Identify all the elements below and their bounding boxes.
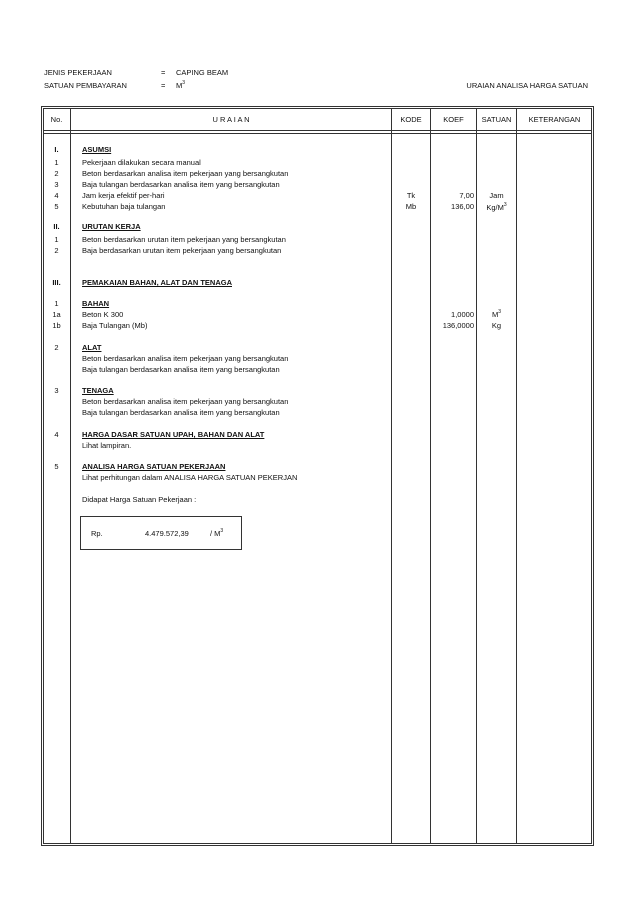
column-divider [391,108,392,844]
row-number: 2 [54,246,59,255]
row-koef: 1,0000 [451,310,474,319]
subsection-number: 4 [54,430,59,439]
header-koef: KOEF [443,115,464,124]
row-number: 1 [54,235,59,244]
row-text: Baja berdasarkan urutan item pekerjaan yang bersangkutan [82,246,282,255]
row-text: Baja tulangan berdasarkan analisa item yang bersangkutan [82,180,280,189]
row-text: Pekerjaan dilakukan secara manual [82,158,201,167]
row-text: Lihat lampiran. [82,441,132,450]
document-title: URAIAN ANALISA HARGA SATUAN [466,81,588,90]
subsection-title: TENAGA [82,386,114,395]
row-number: 4 [54,191,59,200]
row-koef: 136,0000 [442,321,474,330]
subsection-title: ANALISA HARGA SATUAN PEKERJAAN [82,462,226,471]
row-satuan: $M^3$ [491,309,502,319]
subsection-number: 2 [54,343,59,352]
price-unit: / $M^3$ [210,528,224,538]
subsection-title: BAHAN [82,299,110,308]
header-keterangan: KETERANGAN [528,115,581,124]
row-text: Baja tulangan berdasarkan analisa item yang bersangkutan [82,365,280,374]
row-number: 3 [54,180,59,189]
section-number: I. [54,145,59,154]
row-satuan: Jam [489,191,504,200]
header-separator [43,130,592,131]
subsection-number: 1 [54,299,59,308]
header-no: No. [50,115,63,124]
price-amount: 4.479.572,39 [145,529,189,538]
section-number: III. [52,278,61,287]
didapat-text: Didapat Harga Satuan Pekerjaan : [82,495,197,504]
row-text: Beton berdasarkan analisa item pekerjaan yang bersangkutan [82,169,289,178]
subsection-title: ALAT [82,343,102,352]
row-satuan: Kg [491,321,502,330]
row-text: Beton berdasarkan analisa item pekerjaan yang bersangkutan [82,397,289,406]
header-separator [43,133,592,134]
column-divider [430,108,431,844]
row-text: Lihat perhitungan dalam ANALISA HARGA SATUAN PEKERJAN [82,473,298,482]
equals-sign: = [161,68,166,77]
row-kode: Tk [406,191,416,200]
row-number: 1a [52,310,61,319]
header-uraian: U R A I A N [212,115,250,124]
row-koef: 7,00 [459,191,474,200]
row-text: Beton K 300 [82,310,124,319]
row-text: Kebutuhan baja tulangan [82,202,166,211]
header-kode: KODE [400,115,422,124]
jenis-pekerjaan-value: CAPING BEAM [176,68,229,77]
satuan-pembayaran-value: $M^3$ [176,80,186,90]
price-currency: Rp. [91,529,103,538]
section-number: II. [53,222,60,231]
column-divider [476,108,477,844]
row-text: Beton berdasarkan analisa item pekerjaan yang bersangkutan [82,354,289,363]
section-title: URUTAN KERJA [82,222,141,231]
subsection-number: 3 [54,386,59,395]
satuan-pembayaran-label: SATUAN PEMBAYARAN [44,81,127,90]
row-number: 5 [54,202,59,211]
row-number: 1 [54,158,59,167]
column-divider [70,108,71,844]
row-koef: 136,00 [451,202,474,211]
column-divider [516,108,517,844]
section-title: PEMAKAIAN BAHAN, ALAT DAN TENAGA [82,278,232,287]
subsection-title: HARGA DASAR SATUAN UPAH, BAHAN DAN ALAT [82,430,265,439]
subsection-number: 5 [54,462,59,471]
row-satuan: $Kg/M^3$ [486,202,507,212]
header-satuan: SATUAN [481,115,512,124]
row-number: 1b [52,321,61,330]
jenis-pekerjaan-label: JENIS PEKERJAAN [44,68,112,77]
section-title: ASUMSI [82,145,112,154]
row-kode: Mb [405,202,417,211]
row-number: 2 [54,169,59,178]
equals-sign: = [161,81,166,90]
row-text: Baja Tulangan (Mb) [82,321,148,330]
row-text: Beton berdasarkan urutan item pekerjaan yang bersangkutan [82,235,286,244]
row-text: Baja tulangan berdasarkan analisa item yang bersangkutan [82,408,280,417]
row-text: Jam kerja efektif per-hari [82,191,165,200]
